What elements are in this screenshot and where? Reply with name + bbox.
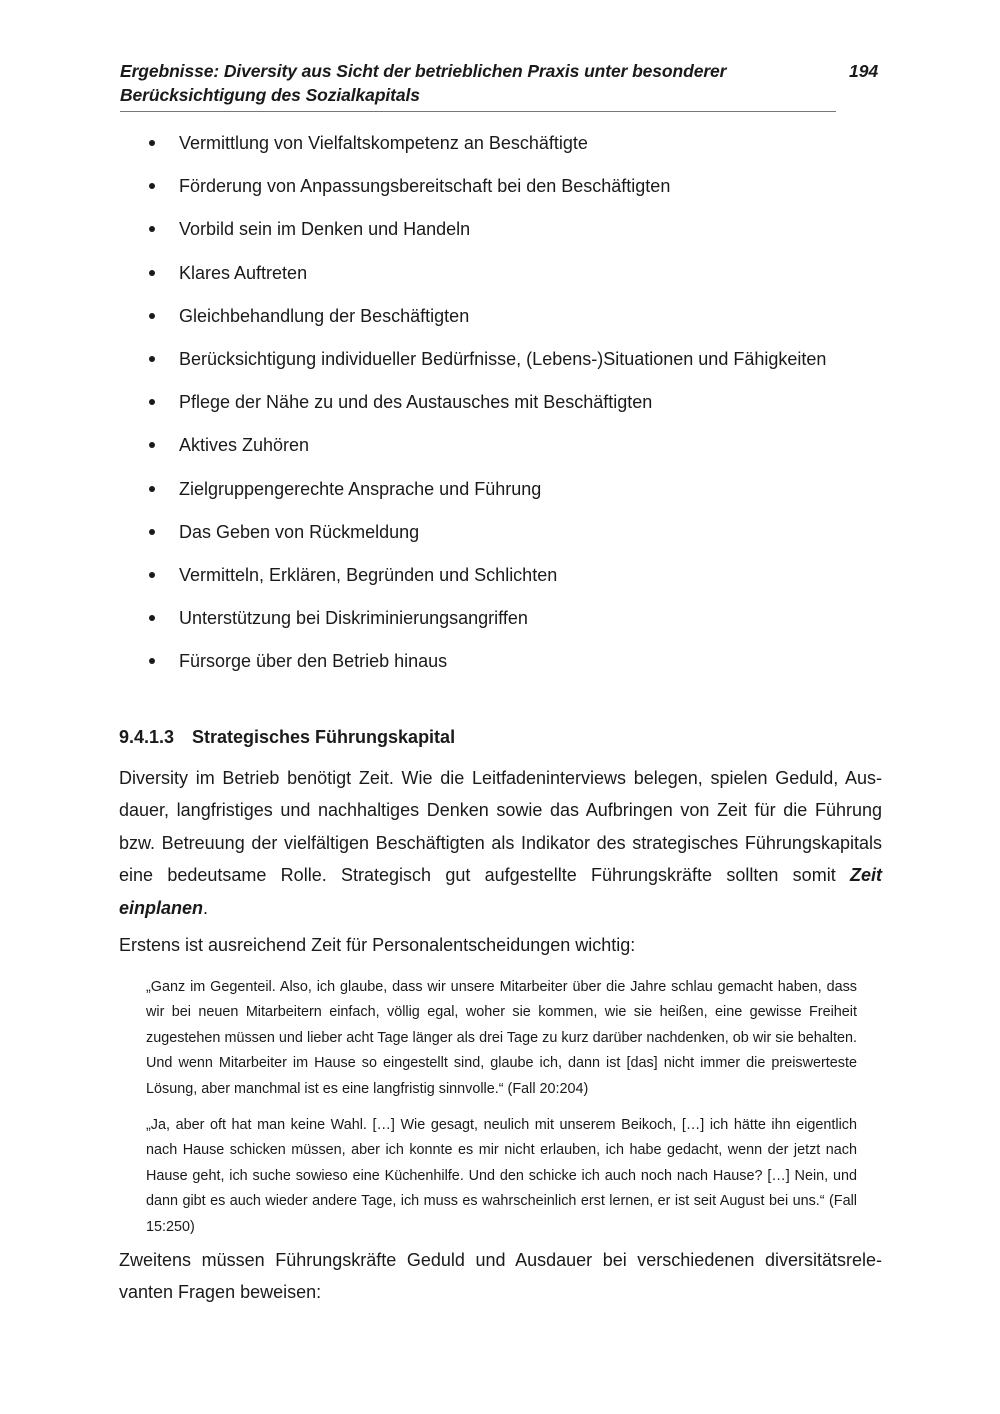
bullet-icon <box>149 313 155 319</box>
list-item <box>146 647 826 690</box>
list-item-text: Klares Auftreten <box>179 262 308 283</box>
running-header <box>120 59 836 112</box>
paragraph-text: Diversity im Betrieb benötigt Zeit. Wie die Leitfadeninterviews belegen, spielen Geduld, Ausdauer, langfristiges und nachhaltiges Denken sowie das Aufbringen von Zeit für die Führung bzw. Betreuung der vielfältigen Beschäftigten als Indikator des strategisches Führungskapitals eine bedeutsame Rolle. Strategisch gut aufgestellte Führungskräfte sollten somit <box>119 768 882 886</box>
interview-quote: „Ganz im Gegenteil. Also, ich glaube, dass wir unsere Mitarbeiter über die Jahre schlau gemacht haben, dass wir bei neuen Mitarbeitern einfach, völlig egal, woher sie kommen, wie sie heißen, eine gewisse Freiheit zugestehen müssen und lieber acht Tage länger als drei Tage zu kurz darüber nachdenken, ob wir sie behalten. Und wenn Mitarbeiter im Hause so eingestellt sind, glaube ich, dann ist [das] nicht immer die preiswerteste Lösung, aber manchmal ist es eine langfristig sinnvolle.“ (Fall 20:204) <box>146 979 857 1097</box>
list-item-text: Aktives Zuhören <box>179 435 310 456</box>
list-item <box>146 259 826 302</box>
list-item <box>146 475 826 518</box>
list-item <box>146 518 826 561</box>
bullet-icon <box>149 356 155 362</box>
bullet-icon <box>149 226 155 232</box>
list-item <box>146 129 826 172</box>
bullet-icon <box>149 529 155 535</box>
paragraph-end: . <box>203 897 209 918</box>
list-item <box>146 172 826 215</box>
bullet-icon <box>149 270 155 276</box>
bullet-icon <box>149 658 155 664</box>
bullet-icon <box>149 486 155 492</box>
list-item <box>146 604 826 647</box>
list-item <box>146 302 826 345</box>
body-paragraph: Zweitens müssen Führungskräfte Geduld und Ausdauer bei verschiedenen diversitätsrelevanten Fragen beweisen: <box>119 1250 882 1303</box>
body-paragraph <box>119 762 882 924</box>
list-item-text: Förderung von Anpassungsbereitschaft bei den Beschäftigten <box>179 176 671 197</box>
list-item <box>146 345 826 388</box>
section-number: 9.4.1.3 <box>119 727 175 747</box>
list-item-text: Fürsorge über den Betrieb hinaus <box>179 651 448 672</box>
list-item <box>146 388 826 431</box>
list-item-text: Vorbild sein im Denken und Handeln <box>179 219 471 240</box>
bullet-icon <box>149 183 155 189</box>
list-item-text: Unterstützung bei Diskriminierungsangriffen <box>179 608 528 629</box>
list-item-text: Das Geben von Rückmeldung <box>179 521 420 542</box>
list-item-text: Berücksichtigung individueller Bedürfnisse, (Lebens-)Situationen und Fähigkeiten <box>179 348 827 369</box>
bullet-icon <box>149 399 155 405</box>
list-item <box>146 561 826 604</box>
bullet-icon <box>149 615 155 621</box>
list-item <box>146 431 826 474</box>
emphasis-text: Zeit einplanen <box>119 865 882 918</box>
bullet-icon <box>149 140 155 146</box>
list-item <box>146 215 826 258</box>
list-item-text: Vermitteln, Erklären, Begründen und Schlichten <box>179 564 558 585</box>
list-item-text: Zielgruppengerechte Ansprache und Führung <box>179 478 542 499</box>
list-item-text: Gleichbehandlung der Beschäftigten <box>179 305 470 326</box>
bullet-list <box>146 129 826 690</box>
page-number: 194 <box>849 61 879 81</box>
section-heading <box>119 724 455 750</box>
list-item-text: Pflege der Nähe zu und des Austausches mit Beschäftigten <box>179 392 653 413</box>
bullet-icon <box>149 442 155 448</box>
bullet-icon <box>149 572 155 578</box>
body-paragraph: Erstens ist ausreichend Zeit für Personalentscheidungen wichtig: <box>119 935 636 955</box>
list-item-text: Vermittlung von Vielfaltskompetenz an Beschäftigte <box>179 133 588 153</box>
section-title: Strategisches Führungskapital <box>192 727 456 747</box>
running-header-title: Ergebnisse: Diversity aus Sicht der betrieblichen Praxis unter besonderer Berücksichtigung des Sozialkapitals <box>120 61 727 105</box>
interview-quote: „Ja, aber oft hat man keine Wahl. […] Wie gesagt, neulich mit unserem Beikoch, […] ich hätte ihn eigentlich nach Hause schicken müssen, aber ich konnte es mir nicht erlauben, ich habe gedacht, wenn der jetzt nach Hause geht, ich suche sowieso eine Küchenhilfe. Und den schicke ich auch noch nach Hause? […] Nein, und dann gibt es auch wieder andere Tage, ich muss es wahrscheinlich erst lernen, er ist seit August bei uns.“ (Fall 15:250) <box>146 1117 857 1235</box>
